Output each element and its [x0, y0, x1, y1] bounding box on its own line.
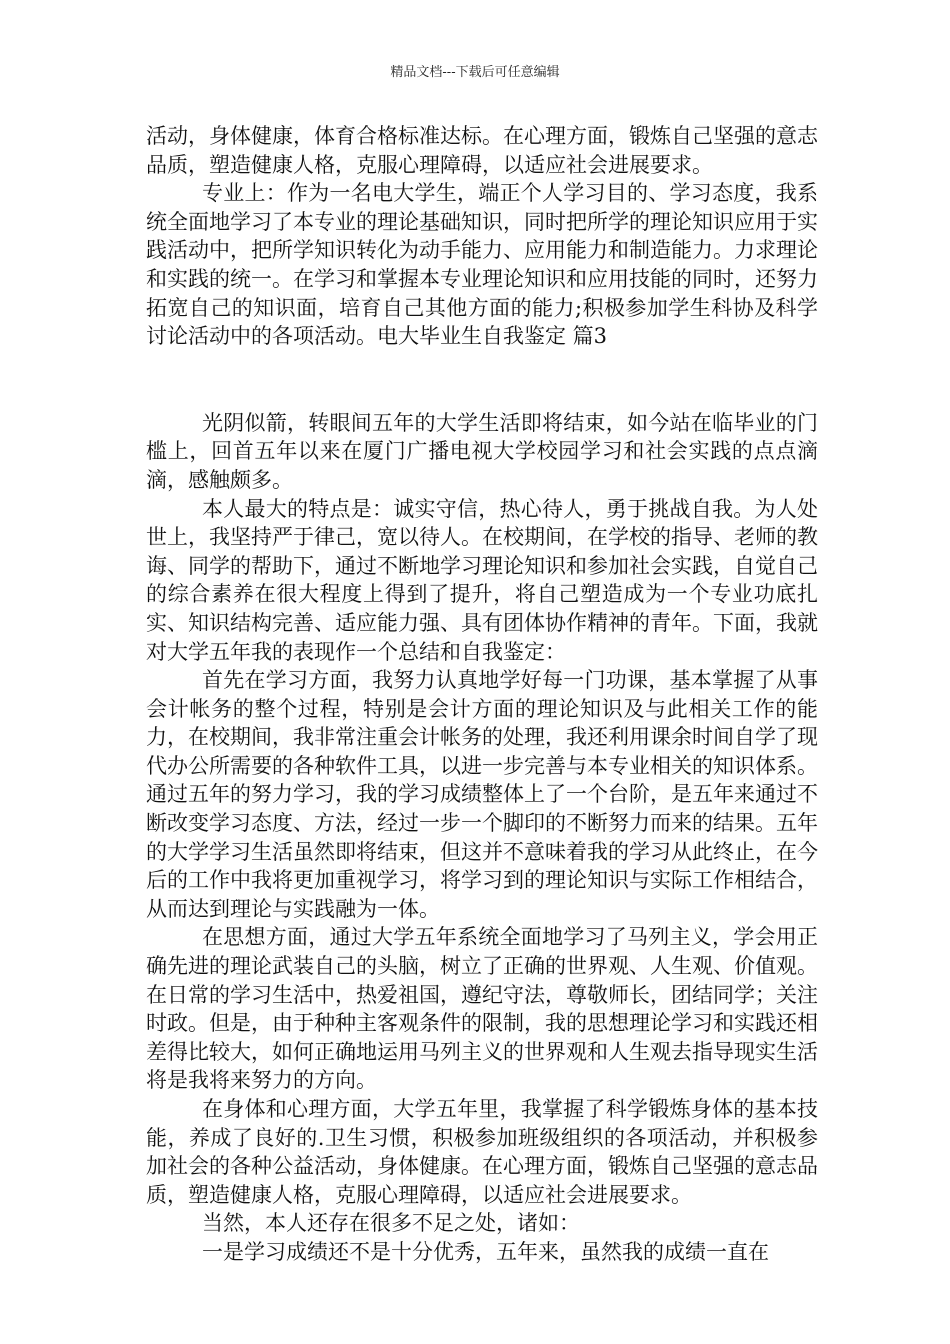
document-body — [146, 122, 818, 1267]
paragraph-6: 在思想方面，通过大学五年系统全面地学习了马列主义，学会用正确先进的理论武装自己的头脑，树立了正确的世界观、人生观、价值观。在日常的学习生活中，热爱祖国，遵纪守法，尊敬师长，团结同学；关注时政。但是，由于种种主客观条件的限制，我的思想理论学习和实践还相差得比较大，如何正确地运用马列主义的世界观和人生观去指导现实生活将是我将来努力的方向。 — [146, 925, 818, 1093]
page-header: 精品文档---下载后可任意编辑 — [390, 65, 560, 80]
paragraph-8: 当然，本人还存在很多不足之处，诸如： — [202, 1211, 580, 1236]
paragraph-7: 在身体和心理方面，大学五年里，我掌握了科学锻炼身体的基本技能，养成了良好的.卫生习惯，积极参加班级组织的各项活动，并积极参加社会的各种公益活动，身体健康。在心理方面，锻炼自己坚强的意志品质，塑造健康人格，克服心理障碍，以适应社会进展要求。 — [146, 1097, 818, 1207]
paragraph-1: 活动，身体健康，体育合格标准达标。在心理方面，锻炼自己坚强的意志品质，塑造健康人格，克服心理障碍，以适应社会进展要求。 — [146, 124, 818, 177]
paragraph-2: 专业上：作为一名电大学生，端正个人学习目的、学习态度，我系统全面地学习了本专业的理论基础知识，同时把所学的理论知识应用于实践活动中，把所学知识转化为动手能力、应用能力和制造能力。力求理论和实践的统一。在学习和掌握本专业理论知识和应用技能的同时，还努力拓宽自己的知识面，培育自己其他方面的能力;积极参加学生科协及科学讨论活动中的各项活动。电大毕业生自我鉴定 篇3 — [146, 181, 818, 349]
section-gap — [146, 351, 818, 409]
paragraph-4: 本人最大的特点是：诚实守信，热心待人，勇于挑战自我。为人处世上，我坚持严于律己，宽以待人。在校期间，在学校的指导、老师的教诲、同学的帮助下，通过不断地学习理论知识和参加社会实践，自觉自己的综合素养在很大程度上得到了提升，将自己塑造成为一个专业功底扎实、知识结构完善、适应能力强、具有团体协作精神的青年。下面，我就对大学五年我的表现作一个总结和自我鉴定： — [146, 496, 818, 664]
paragraph-5: 首先在学习方面，我努力认真地学好每一门功课，基本掌握了从事会计帐务的整个过程，特别是会计方面的理论知识及与此相关工作的能力，在校期间，我非常注重会计帐务的处理，我还利用课余时间自学了现代办公所需要的各种软件工具，以进一步完善与本专业相关的知识体系。通过五年的努力学习，我的学习成绩整体上了一个台阶，是五年来通过不断改变学习态度、方法，经过一步一个脚印的不断努力而来的结果。五年的大学学习生活虽然即将结束，但这并不意味着我的学习从此终止，在今后的工作中我将更加重视学习，将学习到的理论知识与实际工作相结合，从而达到理论与实践融为一体。 — [146, 668, 818, 921]
paragraph-3: 光阴似箭，转眼间五年的大学生活即将结束，如今站在临毕业的门槛上，回首五年以来在厦门广播电视大学校园学习和社会实践的点点滴滴，感触颇多。 — [146, 410, 818, 492]
paragraph-9: 一是学习成绩还不是十分优秀，五年来，虽然我的成绩一直在 — [202, 1239, 769, 1264]
